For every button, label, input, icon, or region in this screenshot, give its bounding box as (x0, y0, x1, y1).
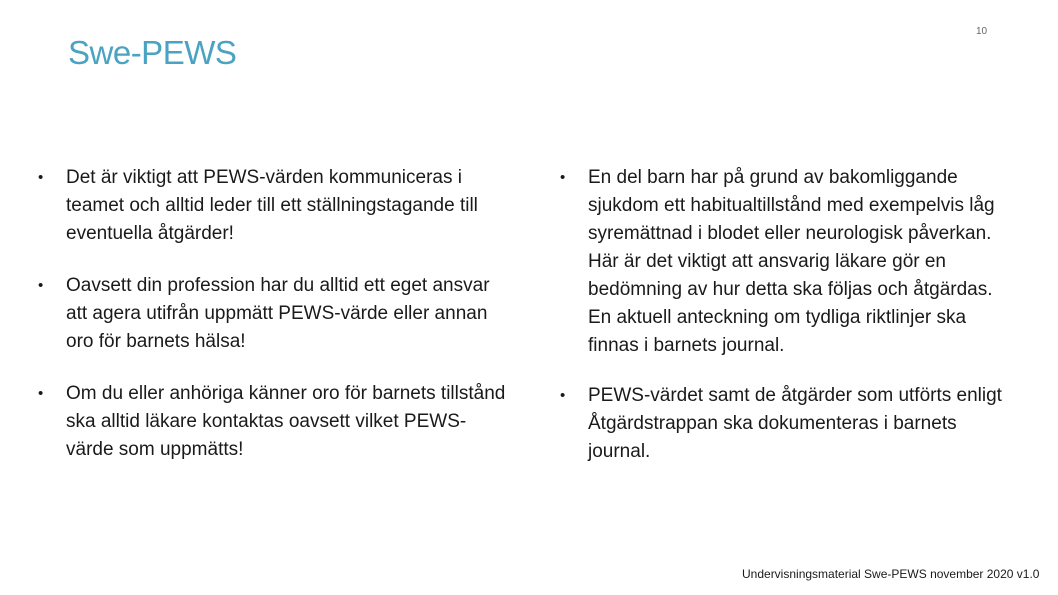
right-bullet-list (560, 164, 1020, 466)
bullet-text: PEWS-värdet samt de åtgärder som utförts enligt Åtgärdstrappan ska dokumenteras i barnets journal. (588, 385, 1002, 462)
bullet-text: En del barn har på grund av bakomliggande sjukdom ett habitualtillstånd med exempelvis låg syremättnad i blodet eller neurologisk påverkan. Här är det viktigt att ansvarig läkare gör en bedömning av hur detta ska följas och åtgärdas. En aktuell anteckning om tydliga riktlinjer ska finnas i barnets journal. (588, 167, 995, 356)
list-item (38, 272, 508, 356)
bullet-text: Oavsett din profession har du alltid ett eget ansvar att agera utifrån uppmätt PEWS-värde eller annan oro för barnets hälsa! (66, 275, 490, 352)
list-item (560, 164, 1020, 360)
list-item (38, 164, 508, 248)
list-item (38, 380, 508, 464)
page-number: 10 (976, 26, 988, 37)
bullet-text: Det är viktigt att PEWS-värden kommuniceras i teamet och alltid leder till ett ställningstagande till eventuella åtgärder! (66, 167, 478, 244)
list-item (560, 382, 1020, 466)
bullet-icon: • (38, 277, 44, 294)
bullet-icon: • (38, 385, 44, 402)
slide-title: Swe-PEWS (68, 34, 237, 71)
bullet-icon: • (38, 169, 44, 186)
bullet-icon: • (560, 169, 566, 186)
footer-text: Undervisningsmaterial Swe-PEWS november 2020 v1.0 (742, 567, 1040, 581)
left-bullet-list (38, 164, 508, 464)
bullet-icon: • (560, 387, 566, 404)
bullet-text: Om du eller anhöriga känner oro för barnets tillstånd ska alltid läkare kontaktas oavsett vilket PEWS-värde som uppmätts! (66, 383, 506, 460)
